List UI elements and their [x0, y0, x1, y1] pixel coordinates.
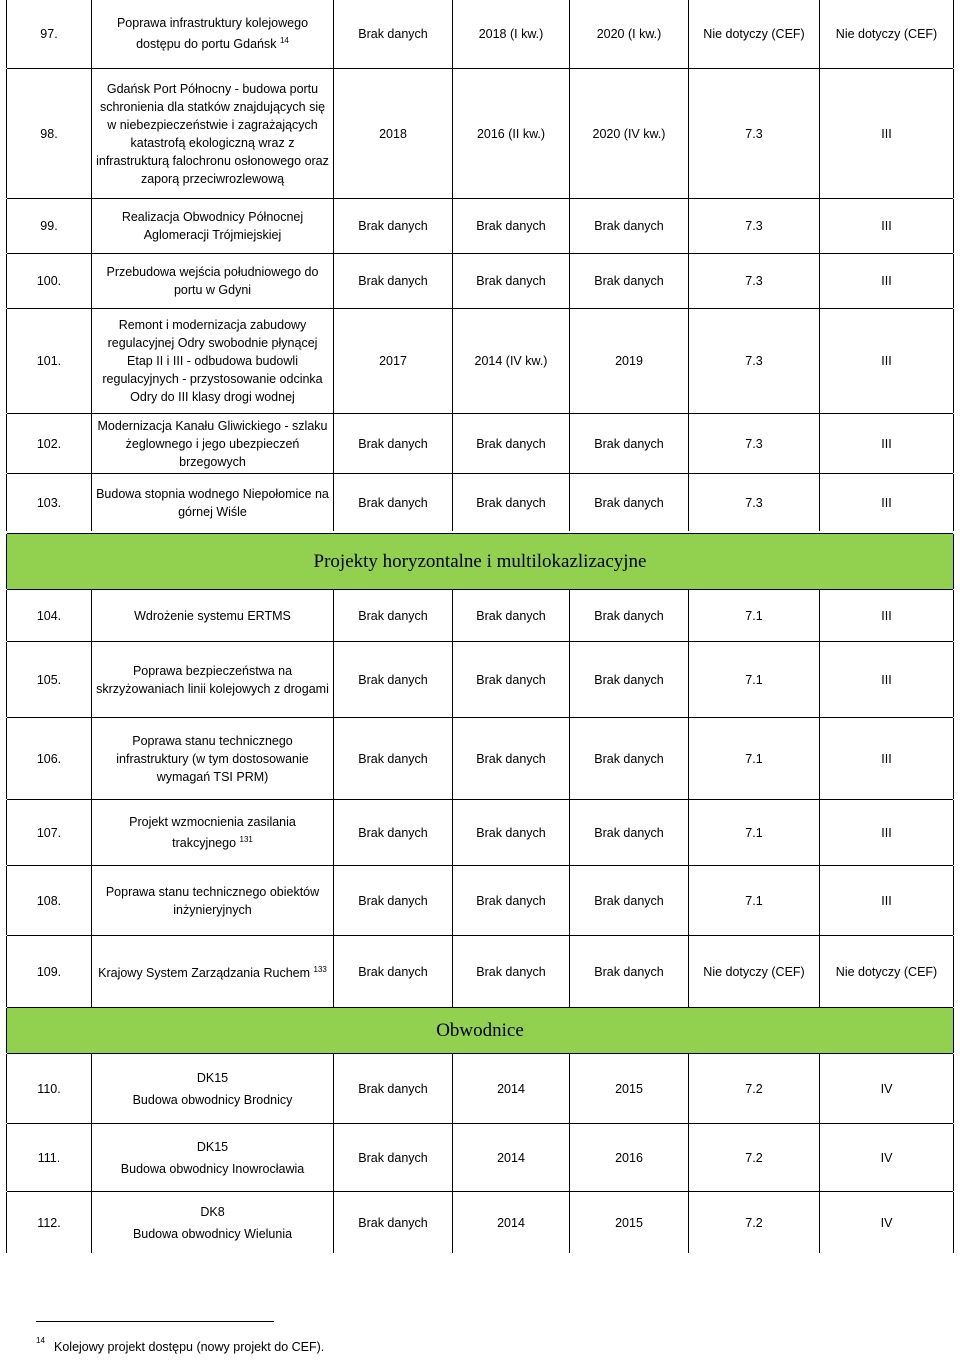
- priority-level: Nie dotyczy (CEF): [819, 936, 953, 1007]
- cost-value: Brak danych: [333, 414, 452, 473]
- end-date: Brak danych: [569, 254, 688, 308]
- project-name-wrap: [96, 662, 329, 698]
- measure-code: 7.3: [688, 254, 819, 308]
- project-name-text: Poprawa infrastruktury kolejowego dostępu do portu Gdańsk: [116, 16, 309, 52]
- table-row: [7, 253, 953, 308]
- cost-value: Brak danych: [333, 199, 452, 253]
- start-date: Brak danych: [452, 800, 569, 865]
- section-header-row: [7, 533, 953, 589]
- footnote-text: Kolejowy projekt dostępu (nowy projekt do CEF).: [54, 1340, 325, 1354]
- measure-code: 7.3: [688, 414, 819, 473]
- row-number: 104.: [36, 608, 62, 623]
- project-name: [91, 309, 333, 413]
- table-row: [7, 717, 953, 799]
- end-date: Brak danych: [569, 590, 688, 641]
- start-date: Brak danych: [452, 718, 569, 799]
- project-name-wrap: [96, 732, 329, 786]
- measure-code: 7.1: [688, 590, 819, 641]
- measure-code: 7.3: [688, 309, 819, 413]
- table-right-border: [953, 866, 954, 935]
- table-right-border: [953, 0, 954, 68]
- table-row: [7, 935, 953, 1007]
- road-code: DK8: [200, 1204, 225, 1219]
- end-date: 2015: [569, 1054, 688, 1123]
- measure-code: 7.2: [688, 1124, 819, 1191]
- project-name-text: Budowa stopnia wodnego Niepołomice na górnej Wiśle: [96, 486, 329, 519]
- cost-value: Brak danych: [333, 1054, 452, 1123]
- measure-code: 7.2: [688, 1054, 819, 1123]
- cost-value: Brak danych: [333, 936, 452, 1007]
- table-right-border: [953, 590, 954, 641]
- project-name: [91, 254, 333, 308]
- table-row: [7, 641, 953, 717]
- project-name-text: Realizacja Obwodnicy Północnej Aglomeracji Trójmiejskiej: [121, 210, 304, 242]
- end-date: Brak danych: [569, 414, 688, 473]
- project-name-wrap: [96, 316, 329, 406]
- measure-code: 7.3: [688, 69, 819, 198]
- start-date: Brak danych: [452, 642, 569, 717]
- row-number: 102.: [36, 436, 62, 451]
- row-number: 110.: [37, 1081, 61, 1096]
- cost-value: 2018: [333, 69, 452, 198]
- table-right-border: [953, 800, 954, 865]
- row-number: 98.: [40, 126, 58, 141]
- priority-level: IV: [819, 1192, 953, 1253]
- footnote-ref: 131: [239, 834, 253, 844]
- priority-level: III: [819, 69, 953, 198]
- table-right-border: [953, 1192, 954, 1253]
- footnote-number: 14: [36, 1336, 45, 1345]
- priority-level: III: [819, 718, 953, 799]
- road-code: DK15: [196, 1139, 229, 1154]
- end-date: Brak danych: [569, 936, 688, 1007]
- table-right-border: [953, 1008, 954, 1053]
- priority-level: III: [819, 800, 953, 865]
- project-name-text: Budowa obwodnicy Inowrocławia: [120, 1161, 305, 1176]
- project-name: [91, 718, 333, 799]
- start-date: Brak danych: [452, 866, 569, 935]
- project-name-text: Przebudowa wejścia południowego do portu w Gdyni: [106, 265, 319, 297]
- measure-code: 7.1: [688, 642, 819, 717]
- project-name-wrap: [96, 485, 329, 521]
- end-date: Brak danych: [569, 474, 688, 531]
- row-number: 112.: [37, 1215, 61, 1230]
- table-right-border: [953, 1054, 954, 1123]
- table-right-border: [953, 534, 954, 589]
- table-right-border: [953, 414, 954, 473]
- priority-level: IV: [819, 1124, 953, 1191]
- table-right-border: [953, 254, 954, 308]
- row-number: 99.: [40, 219, 58, 233]
- table-row: [7, 1191, 953, 1253]
- measure-code: Nie dotyczy (CEF): [688, 0, 819, 68]
- start-date: 2018 (I kw.): [452, 0, 569, 68]
- project-name: [91, 0, 333, 68]
- table-bottom: [7, 1253, 953, 1254]
- start-date: 2014: [452, 1054, 569, 1123]
- project-name-wrap: [96, 417, 329, 471]
- start-date: 2014: [452, 1192, 569, 1253]
- measure-code: 7.1: [688, 718, 819, 799]
- row-number: 111.: [37, 1150, 61, 1165]
- end-date: Brak danych: [569, 718, 688, 799]
- section-title: Projekty horyzontalne i multilokazlizacyjne: [313, 550, 647, 572]
- row-number: 105.: [36, 672, 62, 687]
- project-name-text: Wdrożenie systemu ERTMS: [134, 608, 291, 623]
- end-date: 2015: [569, 1192, 688, 1253]
- project-name-text: Remont i modernizacja zabudowy regulacyjnej Odry swobodnie płynącej Etap II i III - odbudowa budowli regulacyjnych - przystosowanie odcinka Odry do III klasy drogi wodnej: [102, 318, 323, 404]
- project-name: [91, 800, 333, 865]
- project-name: [91, 1124, 333, 1191]
- table-row: [7, 589, 953, 641]
- start-date: Brak danych: [452, 254, 569, 308]
- end-date: Brak danych: [569, 642, 688, 717]
- table-row: [7, 308, 953, 413]
- cost-value: Brak danych: [333, 590, 452, 641]
- measure-code: 7.1: [688, 866, 819, 935]
- footnote-ref: 14: [279, 36, 289, 46]
- cost-value: Brak danych: [333, 800, 452, 865]
- cost-value: 2017: [333, 309, 452, 413]
- table-right-border: [953, 474, 954, 531]
- table-right-border: [953, 936, 954, 1007]
- project-name: [91, 1192, 333, 1253]
- table-right-border: [953, 199, 954, 253]
- measure-code: 7.3: [688, 474, 819, 531]
- table-row: [7, 413, 953, 473]
- start-date: Brak danych: [452, 936, 569, 1007]
- row-number: 97.: [40, 27, 58, 41]
- table-right-border: [953, 642, 954, 717]
- project-name: [91, 590, 333, 641]
- end-date: Brak danych: [569, 800, 688, 865]
- priority-level: III: [819, 590, 953, 641]
- table-row: [7, 1123, 953, 1191]
- row-number: 107.: [36, 825, 62, 840]
- project-name: [91, 1054, 333, 1123]
- section-header-row: [7, 1007, 953, 1053]
- cost-value: Brak danych: [333, 1124, 452, 1191]
- priority-level: III: [819, 474, 953, 531]
- table-right-border: [953, 1124, 954, 1191]
- row-number: 101.: [36, 354, 62, 368]
- footnote-ref: 133: [313, 964, 327, 974]
- table-row: [7, 799, 953, 865]
- measure-code: 7.2: [688, 1192, 819, 1253]
- start-date: Brak danych: [452, 590, 569, 641]
- project-name: [91, 69, 333, 198]
- start-date: Brak danych: [452, 414, 569, 473]
- project-name: [91, 414, 333, 473]
- project-name: [91, 474, 333, 531]
- start-date: Brak danych: [452, 199, 569, 253]
- start-date: 2014 (IV kw.): [452, 309, 569, 413]
- priority-level: III: [819, 866, 953, 935]
- end-date: 2016: [569, 1124, 688, 1191]
- project-name-text: Modernizacja Kanału Gliwickiego - szlaku żeglownego i jego ubezpieczeń brzegowych: [97, 418, 328, 469]
- row-number: 109.: [36, 964, 62, 979]
- end-date: 2019: [569, 309, 688, 413]
- table-right-border: [953, 69, 954, 198]
- measure-code: 7.1: [688, 800, 819, 865]
- project-name-text: Budowa obwodnicy Brodnicy: [132, 1092, 293, 1107]
- priority-level: Nie dotyczy (CEF): [819, 0, 953, 68]
- section-title: Obwodnice: [436, 1019, 524, 1041]
- row-number: 108.: [36, 893, 62, 908]
- end-date: Brak danych: [569, 866, 688, 935]
- start-date: 2016 (II kw.): [452, 69, 569, 198]
- end-date: 2020 (I kw.): [569, 0, 688, 68]
- table-row: [7, 0, 953, 68]
- project-name-text: Projekt wzmocnienia zasilania trakcyjnego: [129, 814, 296, 851]
- priority-level: III: [819, 254, 953, 308]
- project-name-wrap: [96, 883, 329, 919]
- measure-code: 7.3: [688, 199, 819, 253]
- priority-level: III: [819, 199, 953, 253]
- cost-value: Brak danych: [333, 642, 452, 717]
- start-date: Brak danych: [452, 474, 569, 531]
- priority-level: III: [819, 309, 953, 413]
- table-right-border: [953, 718, 954, 799]
- table-row: [7, 68, 953, 198]
- project-name-text: Poprawa stanu technicznego obiektów inżynieryjnych: [105, 884, 320, 917]
- row-number: 106.: [36, 751, 62, 766]
- table-row: [7, 1053, 953, 1123]
- priority-level: III: [819, 414, 953, 473]
- cost-value: Brak danych: [333, 0, 452, 68]
- project-name-text: Poprawa stanu technicznego infrastruktury (w tym dostosowanie wymagań TSI PRM): [116, 733, 309, 784]
- project-name-wrap: [98, 961, 327, 982]
- table-row: [7, 473, 953, 531]
- cost-value: Brak danych: [333, 718, 452, 799]
- project-name-wrap: [96, 14, 329, 53]
- project-name: [91, 199, 333, 253]
- cost-value: Brak danych: [333, 1192, 452, 1253]
- row-number: 103.: [36, 495, 62, 510]
- project-name: [91, 936, 333, 1007]
- end-date: Brak danych: [569, 199, 688, 253]
- project-name-wrap: [96, 813, 329, 852]
- project-name-text: Krajowy System Zarządzania Ruchem: [98, 966, 311, 981]
- row-number: 100.: [36, 274, 62, 288]
- footnote-rule: [36, 1321, 274, 1322]
- end-date: 2020 (IV kw.): [569, 69, 688, 198]
- priority-level: III: [819, 642, 953, 717]
- start-date: 2014: [452, 1124, 569, 1191]
- project-name-wrap: [96, 80, 329, 188]
- project-name-text: Budowa obwodnicy Wielunia: [132, 1226, 293, 1241]
- priority-level: IV: [819, 1054, 953, 1123]
- project-name-text: Gdańsk Port Północny - budowa portu schronienia dla statków znajdujących się w niebezpieczeństwie i zagrażających katastrofą ekologiczną wraz z infrastrukturą falochronu osłonowego oraz zaporą przeciwrozlewową: [96, 81, 329, 186]
- cost-value: Brak danych: [333, 474, 452, 531]
- cost-value: Brak danych: [333, 866, 452, 935]
- table-row: [7, 865, 953, 935]
- project-name-wrap: [134, 607, 291, 625]
- measure-code: Nie dotyczy (CEF): [688, 936, 819, 1007]
- table-right-border: [953, 309, 954, 413]
- project-name-wrap: [96, 208, 329, 244]
- table-row: [7, 198, 953, 253]
- project-name-wrap: [96, 263, 329, 299]
- project-name-text: Poprawa bezpieczeństwa na skrzyżowaniach linii kolejowych z drogami: [96, 663, 329, 696]
- cost-value: Brak danych: [333, 254, 452, 308]
- road-code: DK15: [196, 1070, 229, 1085]
- project-name: [91, 866, 333, 935]
- project-name: [91, 642, 333, 717]
